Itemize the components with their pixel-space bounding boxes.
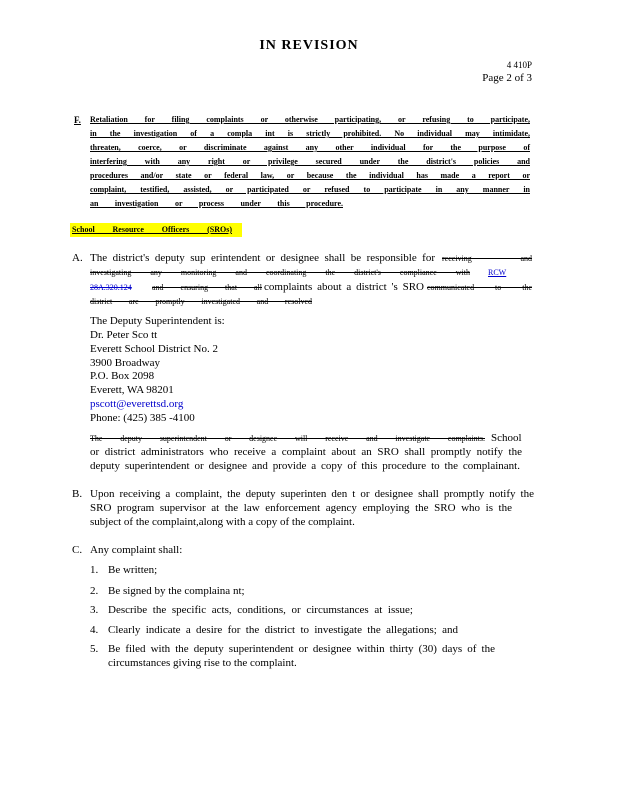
list-item-number: 4. (90, 624, 99, 636)
list-item: Be signed by the complaina nt; (108, 585, 245, 597)
section-b-line2: SRO program supervisor at the law enforcement agency employing the SRO who is the (90, 502, 512, 514)
contact-phone: Phone: (425) 385 -4100 (90, 412, 195, 424)
section-a-line3-deleted-b: communicated to the (427, 283, 532, 292)
section-f-line: procedures and/or state or federal law, or because the individual has made a report or (90, 171, 530, 180)
section-a-para2-line2: or district administrators who receive a complaint about an SRO shall promptly notify the (90, 446, 522, 458)
section-c-letter: C. (72, 544, 83, 556)
list-item: Describe the specific acts, conditions, or circumstances at issue; (108, 604, 413, 616)
contact-city: Everett, WA 98201 (90, 384, 174, 396)
section-f-line: Retaliation for filing complaints or otherwise participating, or refusing to participate, (90, 115, 530, 124)
section-a-line3: complaints about a district 's SRO (264, 281, 424, 293)
list-item-number: 1. (90, 564, 99, 576)
section-a-para2-deleted: The deputy superintendent or designee will receive and investigate complaints. (90, 434, 485, 443)
contact-email-link[interactable]: pscott@everettsd.org (90, 398, 184, 410)
section-f-line: interfering with any right or privilege secured under the district's policies and (90, 157, 530, 166)
list-item: Clearly indicate a desire for the district to investigate the allegations; and (108, 624, 458, 636)
section-f-line: complaint, testified, assisted, or participated or refused to participate in any manner in (90, 185, 530, 194)
sro-heading: School Resource Officers (SROs) (72, 225, 232, 234)
section-a-line1: The district's deputy sup erintendent or designee shall be responsible for (90, 252, 435, 264)
contact-label: The Deputy Superintendent is: (90, 315, 225, 327)
contact-organization: Everett School District No. 2 (90, 343, 219, 355)
section-b-line1: Upon receiving a complaint, the deputy superinten den t or designee shall promptly notify the (90, 488, 534, 500)
section-a-line3-deleted-a: and ensuring that all (152, 283, 262, 292)
contact-street: 3900 Broadway (90, 357, 160, 369)
section-f-line: threaten, coerce, or discriminate against any other individual for the purpose of (90, 143, 530, 152)
rcw-link-part1[interactable]: RCW (488, 268, 507, 277)
section-a-line2-deleted: investigating any monitoring and coordinating the district's compliance with (90, 268, 470, 277)
section-b-line3: subject of the complaint,along with a copy of the complaint. (90, 516, 355, 528)
list-item: Be filed with the deputy superintendent or designee within thirty (30) days of the (108, 643, 495, 655)
rcw-link-part2[interactable]: 28A.320.124 (90, 283, 132, 292)
page-title: IN REVISION (259, 38, 359, 53)
section-a-para2-line3: deputy superintendent or designee and provide a copy of this procedure to the complainant. (90, 460, 520, 472)
list-item-continuation: circumstances giving rise to the complaint. (108, 657, 297, 669)
section-f-line: an investigation or process under this procedure. (90, 199, 343, 208)
page-number: Page 2 of 3 (482, 72, 532, 84)
section-a-line4-deleted: district are promptly investigated and resolved (90, 297, 312, 306)
section-b-letter: B. (72, 488, 83, 500)
list-item: Be written; (108, 564, 158, 576)
list-item-number: 2. (90, 585, 99, 597)
section-f-line: in the investigation of a compla int is strictly prohibited. No individual may intimidate, (90, 129, 530, 138)
contact-po-box: P.O. Box 2098 (90, 370, 155, 382)
contact-name: Dr. Peter Sco tt (90, 329, 158, 341)
list-item-number: 3. (90, 604, 99, 616)
section-a-letter: A. (72, 252, 83, 264)
section-a-line1-deleted: receiving and (442, 254, 532, 263)
section-f-letter: F. (74, 115, 81, 125)
section-c-intro: Any complaint shall: (90, 544, 183, 556)
document-number: 4 410P (506, 60, 532, 70)
list-item-number: 5. (90, 643, 99, 655)
section-a-para2-start: School (491, 432, 522, 444)
